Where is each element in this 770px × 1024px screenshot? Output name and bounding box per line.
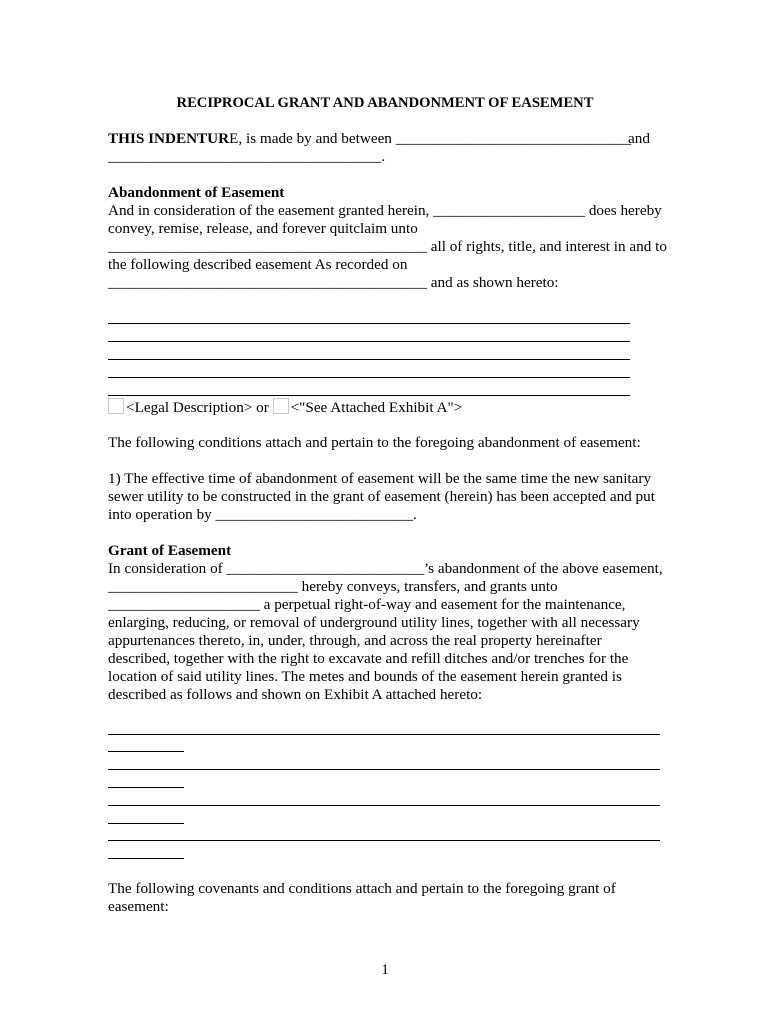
description-blank-line[interactable]: [108, 395, 630, 396]
option-or: or: [252, 399, 273, 416]
metes-bounds-blank-line[interactable]: [108, 805, 660, 806]
legal-description-label: <Legal Description>: [126, 399, 253, 416]
description-blank-line[interactable]: [108, 341, 630, 342]
exhibit-a-label: <"See Attached Exhibit A">: [290, 399, 463, 416]
condition-1-line-1: 1) The effective time of abandonment of easement will be the same time the new sanitary: [108, 470, 652, 487]
document-title: RECIPROCAL GRANT AND ABANDONMENT OF EASEMENT: [176, 95, 594, 111]
abandonment-heading: Abandonment of Easement: [108, 184, 285, 201]
description-blank-line[interactable]: [108, 377, 630, 378]
grant-heading: Grant of Easement: [108, 542, 232, 559]
abandonment-line-3[interactable]: __________________________________________ all of rights, title, and interest in and to: [108, 238, 667, 255]
description-options: [108, 398, 462, 417]
grant-line-7: location of said utility lines. The metes and bounds of the easement herein granted is: [108, 668, 622, 685]
indenture-second-party[interactable]: ____________________________________.: [108, 148, 386, 165]
metes-bounds-blank-line[interactable]: [108, 840, 660, 841]
abandonment-line-2: convey, remise, release, and forever quitclaim unto: [108, 220, 418, 237]
grant-line-6: described, together with the right to excavate and refill ditches and/or trenches for the: [108, 650, 629, 667]
metes-bounds-blank-line[interactable]: [108, 769, 660, 770]
grant-line-8: described as follows and shown on Exhibit A attached hereto:: [108, 686, 483, 703]
grant-line-2[interactable]: _________________________ hereby conveys, transfers, and grants unto: [108, 578, 558, 595]
description-blank-line[interactable]: [108, 323, 630, 324]
condition-1-line-3[interactable]: into operation by __________________________.: [108, 506, 417, 523]
abandonment-line-4: the following described easement As recorded on: [108, 256, 408, 273]
indenture-lead: THIS INDENTUR: [108, 130, 230, 147]
indenture-line: [108, 130, 631, 148]
covenants-line-2: easement:: [108, 898, 169, 915]
metes-bounds-blank-line[interactable]: [108, 787, 184, 788]
exhibit-a-checkbox[interactable]: [273, 398, 289, 414]
abandonment-line-1[interactable]: And in consideration of the easement granted herein, ____________________ does hereby: [108, 202, 662, 219]
indenture-and: and: [628, 130, 650, 147]
page-number: 1: [381, 961, 389, 978]
conditions-intro: The following conditions attach and pertain to the foregoing abandonment of easement:: [108, 434, 641, 451]
grant-line-5: appurtenances thereto, in, under, through, and across the real property hereinafter: [108, 632, 602, 649]
metes-bounds-blank-line[interactable]: [108, 734, 660, 735]
grant-line-1[interactable]: In consideration of __________________________’s abandonment of the above easement,: [108, 560, 663, 577]
metes-bounds-blank-line[interactable]: [108, 858, 184, 859]
grant-line-4: enlarging, reducing, or removal of underground utility lines, together with all necessary: [108, 614, 640, 631]
covenants-line-1: The following covenants and conditions attach and pertain to the foregoing grant of: [108, 880, 616, 897]
abandonment-line-5[interactable]: __________________________________________ and as shown hereto:: [108, 274, 559, 291]
metes-bounds-blank-line[interactable]: [108, 823, 184, 824]
description-blank-line[interactable]: [108, 359, 630, 360]
grant-line-3[interactable]: ____________________ a perpetual right-of-way and easement for the maintenance,: [108, 596, 626, 613]
legal-description-checkbox[interactable]: [108, 398, 124, 414]
indenture-parties[interactable]: E, is made by and between _______________________________: [229, 130, 632, 147]
metes-bounds-blank-line[interactable]: [108, 751, 184, 752]
condition-1-line-2: sewer utility to be constructed in the grant of easement (herein) has been accepted and put: [108, 488, 655, 505]
